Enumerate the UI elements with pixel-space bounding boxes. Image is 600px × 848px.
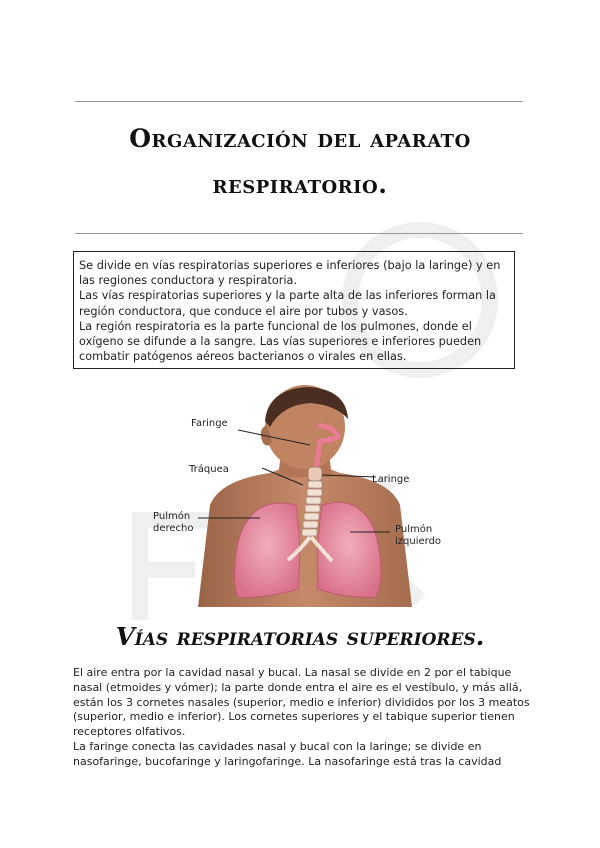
label-pulmon-derecho-1: Pulmón (153, 511, 191, 522)
page-title-line-1: Organización del aparato (129, 124, 471, 153)
summary-paragraph: La región respiratoria es la parte funcional de los pulmones, donde el oxígeno se difunde a la sangre. Las vías superiores e inferiores pueden combatir patógenos aéreos bacterianos o virales en ellas. (79, 319, 482, 364)
body-text (73, 666, 533, 770)
summary-paragraph: Las vías respiratorias superiores y la parte alta de las inferiores forman la región conductora, que conduce el aire por tubos y vasos. (79, 289, 496, 318)
label-pulmon-izquierdo-2: izquierdo (395, 536, 442, 547)
larynx-shape (308, 467, 322, 481)
label-pulmon-izquierdo-1: Pulmón (395, 524, 433, 535)
summary-box (73, 251, 515, 369)
divider-middle (75, 233, 523, 234)
label-laringe: Laringe (372, 474, 410, 485)
body-paragraph: El aire entra por la cavidad nasal y bucal. La nasal se divide en 2 por el tabique nasal (etmoides y vómer); la parte donde entra el aire es el vestíbulo, y más allá, están los 3 cornetes nasales (superior, medio e inferior) divididos por los 3 meatos (superior, medio e inferior). Los cornetes superiores y el tabique superior tienen receptores olfativos. (73, 666, 530, 739)
section-heading: Vías respiratorias superiores. (115, 622, 485, 651)
label-faringe: Faringe (191, 418, 228, 429)
page-title-line-2: respiratorio. (212, 170, 388, 199)
label-pulmon-derecho-2: derecho (153, 523, 194, 534)
body-paragraph: La faringe conecta las cavidades nasal y bucal con la laringe; se divide en nasofaringe, bucofaringe y laringofaringe. La nasofaringe está tras la cavidad (73, 739, 502, 768)
label-traquea: Tráquea (189, 464, 229, 475)
divider-top (75, 101, 523, 102)
summary-paragraph: Se divide en vías respiratorias superiores e inferiores (bajo la laringe) y en las regiones conductora y respiratoria. (79, 259, 501, 288)
